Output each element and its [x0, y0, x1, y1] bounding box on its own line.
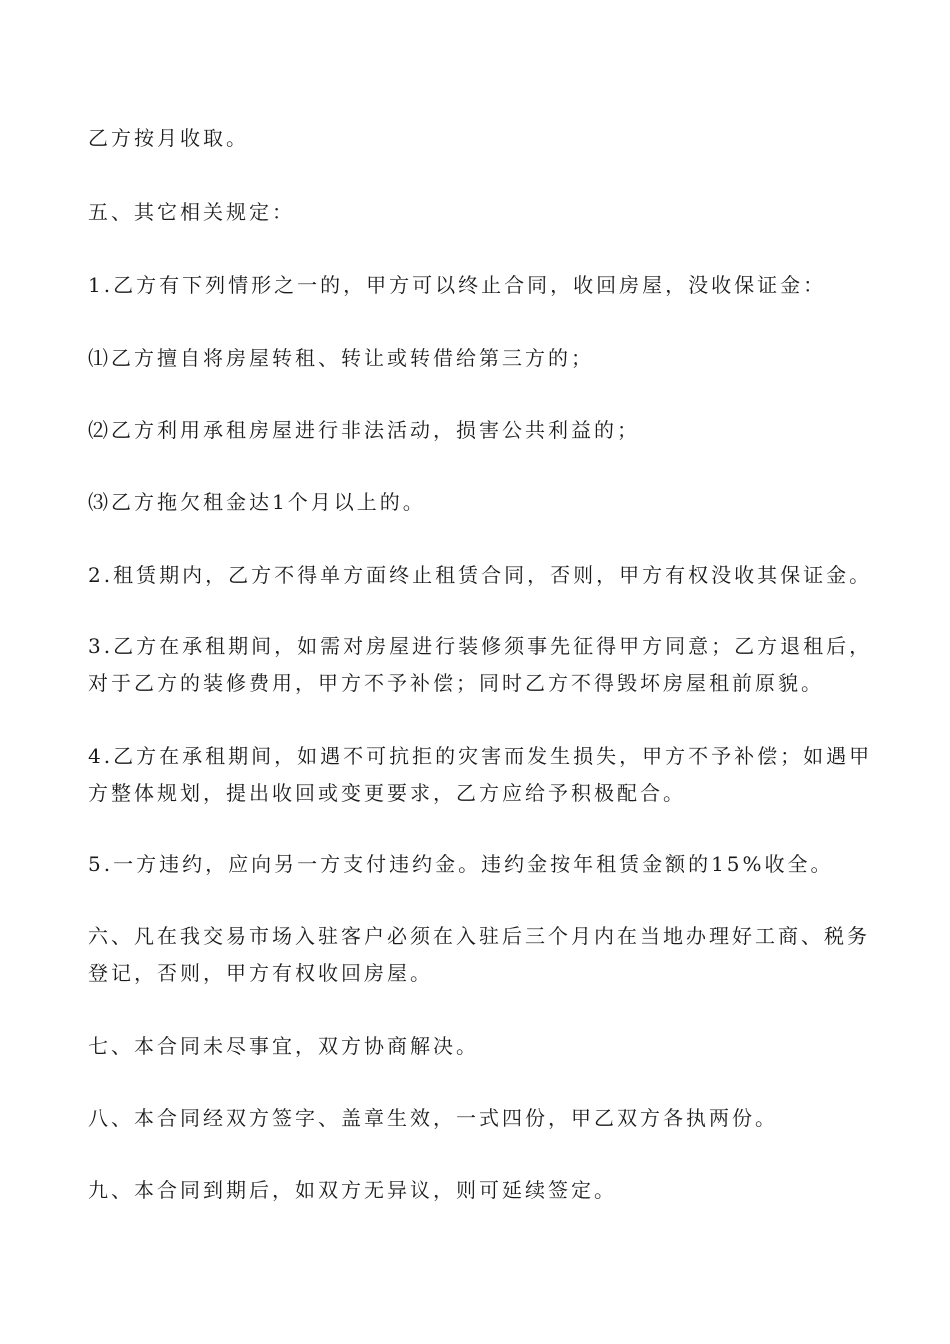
section-six-registration — [88, 918, 868, 992]
text-line: 登记，否则，甲方有权收回房屋。 — [88, 961, 433, 985]
clause-4-force-majeure — [88, 738, 873, 812]
clause-1-termination — [88, 267, 868, 304]
text-line: 2.租赁期内，乙方不得单方面终止租赁合同，否则，甲方有权没收其保证金。 — [88, 563, 873, 587]
text-line: 八、本合同经双方签字、盖章生效，一式四份，甲乙双方各执两份。 — [88, 1106, 778, 1130]
text-line: 五、其它相关规定： — [88, 200, 295, 224]
text-line: 3.乙方在承租期间，如需对房屋进行装修须事先征得甲方同意；乙方退租后， — [88, 634, 873, 658]
text-line: 方整体规划，提出收回或变更要求，乙方应给予积极配合。 — [88, 781, 686, 805]
section-nine-renewal — [88, 1172, 868, 1209]
clause-1-item-2 — [88, 412, 868, 449]
paragraph-monthly-collection — [88, 120, 868, 157]
text-line: ⑵乙方利用承租房屋进行非法活动，损害公共利益的； — [88, 418, 640, 442]
text-line: ⑶乙方拖欠租金达1个月以上的。 — [88, 490, 426, 514]
clause-3-renovation — [88, 628, 873, 702]
clause-1-item-1 — [88, 340, 868, 377]
section-eight-effectiveness — [88, 1100, 868, 1137]
section-seven-unresolved-matters — [88, 1028, 868, 1065]
text-line: 七、本合同未尽事宜，双方协商解决。 — [88, 1034, 479, 1058]
text-line: 乙方按月收取。 — [88, 126, 249, 150]
text-line: ⑴乙方擅自将房屋转租、转让或转借给第三方的； — [88, 346, 594, 370]
text-line: 对于乙方的装修费用，甲方不予补偿；同时乙方不得毁坏房屋租前原貌。 — [88, 671, 824, 695]
text-line: 5.一方违约，应向另一方支付违约金。违约金按年租赁金额的15%收全。 — [88, 852, 834, 876]
clause-2-no-unilateral-termination — [88, 557, 873, 594]
text-line: 九、本合同到期后，如双方无异议，则可延续签定。 — [88, 1178, 617, 1202]
text-line: 4.乙方在承租期间，如遇不可抗拒的灾害而发生损失，甲方不予补偿；如遇甲 — [88, 744, 873, 768]
clause-5-breach-penalty — [88, 846, 868, 883]
section-heading-other-rules — [88, 194, 868, 231]
text-line: 六、凡在我交易市场入驻客户必须在入驻后三个月内在当地办理好工商、税务 — [88, 924, 870, 948]
text-line: 1.乙方有下列情形之一的，甲方可以终止合同，收回房屋，没收保证金： — [88, 273, 827, 297]
clause-1-item-3 — [88, 484, 868, 521]
